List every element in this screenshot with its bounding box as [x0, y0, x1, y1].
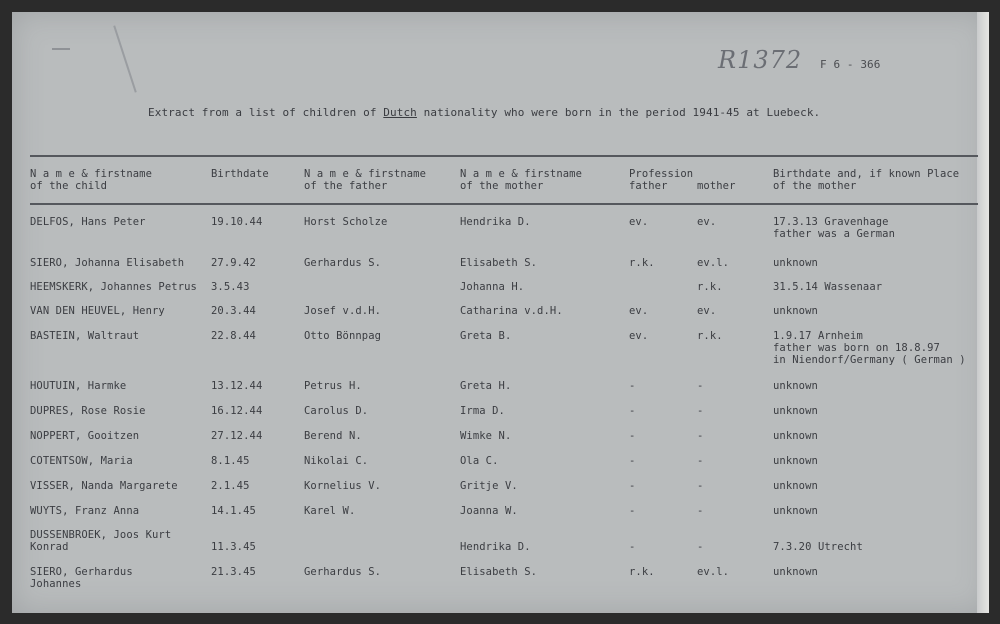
- cell-profession-father: r.k.: [629, 257, 655, 269]
- header-profession-mother: mother: [697, 180, 736, 192]
- cell-profession-mother: ev.: [697, 216, 717, 228]
- cell-birthdate: 22.8.44: [211, 330, 256, 342]
- cell-mother-info: unknown: [773, 305, 818, 317]
- cell-child-name: DUPRES, Rose Rosie: [30, 405, 146, 417]
- cell-birthdate: 27.9.42: [211, 257, 256, 269]
- cell-child-name: WUYTS, Franz Anna: [30, 505, 140, 517]
- cell-mother-name: Hendrika D.: [460, 541, 531, 553]
- cell-profession-mother: -: [697, 541, 704, 553]
- cell-profession-father: ev.: [629, 330, 649, 342]
- cell-child-name: NOPPERT, Gooitzen: [30, 430, 140, 442]
- cell-mother-info: 31.5.14 Wassenaar: [773, 281, 883, 293]
- header-child-name-2: of the child: [30, 180, 108, 192]
- cell-mother-info: unknown: [773, 405, 818, 417]
- cell-mother-name: Elisabeth S.: [460, 257, 538, 269]
- cell-profession-mother: -: [697, 455, 704, 467]
- cell-profession-mother: ev.: [697, 305, 717, 317]
- paper-edge: [977, 12, 989, 613]
- cell-profession-mother: -: [697, 430, 704, 442]
- handwritten-reference: R1372: [718, 46, 803, 74]
- cell-profession-father: -: [629, 480, 636, 492]
- cell-child-name: SIERO, Gerhardus: [30, 566, 133, 578]
- cell-profession-father: -: [629, 505, 636, 517]
- cell-birthdate: 13.12.44: [211, 380, 263, 392]
- cell-child-name: DUSSENBROEK, Joos Kurt: [30, 529, 172, 541]
- cell-father-name: Josef v.d.H.: [304, 305, 382, 317]
- cell-profession-mother: ev.l.: [697, 257, 730, 269]
- cell-birthdate: 2.1.45: [211, 480, 250, 492]
- cell-child-name-line2: Konrad: [30, 541, 69, 553]
- cell-father-name: Gerhardus S.: [304, 257, 382, 269]
- cell-father-name: Carolus D.: [304, 405, 369, 417]
- cell-child-name: DELFOS, Hans Peter: [30, 216, 146, 228]
- cell-profession-father: r.k.: [629, 566, 655, 578]
- cell-birthdate: 21.3.45: [211, 566, 256, 578]
- reference-code: F 6 - 366: [820, 58, 881, 71]
- cell-mother-info-line2: father was born on 18.8.97: [773, 342, 940, 354]
- cell-birthdate: 27.12.44: [211, 430, 263, 442]
- cell-mother-info: unknown: [773, 380, 818, 392]
- speck-mark: [52, 48, 70, 50]
- cell-mother-info: 7.3.20 Utrecht: [773, 541, 863, 553]
- cell-profession-mother: ev.l.: [697, 566, 730, 578]
- header-mother-info-2: of the mother: [773, 180, 857, 192]
- cell-profession-father: ev.: [629, 216, 649, 228]
- header-mother-name: N a m e & firstname: [460, 168, 583, 180]
- cell-father-name: Petrus H.: [304, 380, 362, 392]
- cell-birthdate: 3.5.43: [211, 281, 250, 293]
- cell-father-name: Karel W.: [304, 505, 356, 517]
- cell-profession-mother: -: [697, 405, 704, 417]
- cell-child-name: VISSER, Nanda Margarete: [30, 480, 178, 492]
- cell-mother-info: 17.3.13 Gravenhage: [773, 216, 889, 228]
- document-title: [148, 106, 820, 119]
- cell-mother-info: unknown: [773, 430, 818, 442]
- cell-mother-info: unknown: [773, 566, 818, 578]
- cell-child-name: HEEMSKERK, Johannes Petrus: [30, 281, 197, 293]
- cell-mother-name: Wimke N.: [460, 430, 512, 442]
- cell-profession-father: -: [629, 405, 636, 417]
- cell-mother-info: unknown: [773, 257, 818, 269]
- cell-child-name: SIERO, Johanna Elisabeth: [30, 257, 185, 269]
- cell-profession-father: -: [629, 541, 636, 553]
- cell-child-name-line2: Johannes: [30, 578, 82, 590]
- cell-mother-name: Elisabeth S.: [460, 566, 538, 578]
- cell-mother-name: Irma D.: [460, 405, 505, 417]
- cell-father-name: Kornelius V.: [304, 480, 382, 492]
- cell-profession-mother: -: [697, 480, 704, 492]
- cell-mother-info: unknown: [773, 505, 818, 517]
- cell-mother-info-line3: in Niendorf/Germany ( German ): [773, 354, 966, 366]
- cell-mother-info: unknown: [773, 480, 818, 492]
- header-father-name-2: of the father: [304, 180, 388, 192]
- cell-birthdate: 14.1.45: [211, 505, 256, 517]
- cell-birthdate: 20.3.44: [211, 305, 256, 317]
- cell-mother-name: Ola C.: [460, 455, 499, 467]
- cell-profession-father: -: [629, 430, 636, 442]
- cell-mother-name: Catharina v.d.H.: [460, 305, 563, 317]
- header-profession-father: father: [629, 180, 668, 192]
- cell-mother-info: unknown: [773, 455, 818, 467]
- title-part-1: Extract from a list of children of: [148, 106, 384, 119]
- cell-mother-name: Greta B.: [460, 330, 512, 342]
- cell-father-name: Gerhardus S.: [304, 566, 382, 578]
- cell-birthdate: 11.3.45: [211, 541, 256, 553]
- cell-birthdate: 16.12.44: [211, 405, 263, 417]
- header-child-name: N a m e & firstname: [30, 168, 153, 180]
- header-father-name: N a m e & firstname: [304, 168, 427, 180]
- cell-father-name: Otto Bönnpag: [304, 330, 382, 342]
- cell-mother-name: Joanna W.: [460, 505, 518, 517]
- cell-profession-father: -: [629, 455, 636, 467]
- cell-profession-mother: r.k.: [697, 281, 723, 293]
- cell-birthdate: 19.10.44: [211, 216, 263, 228]
- title-part-2: nationality who were born in the period 1941-45 at Luebeck.: [416, 106, 821, 119]
- cell-mother-info-line2: father was a German: [773, 228, 896, 240]
- header-mother-name-2: of the mother: [460, 180, 544, 192]
- title-nationality: Dutch: [383, 106, 417, 119]
- cell-father-name: Berend N.: [304, 430, 362, 442]
- header-birthdate: Birthdate: [211, 168, 269, 180]
- cell-profession-father: -: [629, 380, 636, 392]
- header-profession: Profession: [629, 168, 694, 180]
- cell-profession-mother: -: [697, 505, 704, 517]
- header-bottom-rule: [30, 203, 978, 205]
- cell-father-name: Nikolai C.: [304, 455, 369, 467]
- cell-child-name: COTENTSOW, Maria: [30, 455, 133, 467]
- cell-birthdate: 8.1.45: [211, 455, 250, 467]
- cell-mother-info: 1.9.17 Arnheim: [773, 330, 863, 342]
- cell-mother-name: Hendrika D.: [460, 216, 531, 228]
- cell-child-name: BASTEIN, Waltraut: [30, 330, 140, 342]
- cell-father-name: Horst Scholze: [304, 216, 388, 228]
- cell-profession-mother: -: [697, 380, 704, 392]
- cell-mother-name: Johanna H.: [460, 281, 525, 293]
- cell-profession-father: ev.: [629, 305, 649, 317]
- cell-child-name: HOUTUIN, Harmke: [30, 380, 127, 392]
- header-mother-info: Birthdate and, if known Place: [773, 168, 960, 180]
- cell-child-name: VAN DEN HEUVEL, Henry: [30, 305, 165, 317]
- table-top-rule: [30, 155, 978, 157]
- cell-mother-name: Greta H.: [460, 380, 512, 392]
- cell-mother-name: Gritje V.: [460, 480, 518, 492]
- cell-profession-mother: r.k.: [697, 330, 723, 342]
